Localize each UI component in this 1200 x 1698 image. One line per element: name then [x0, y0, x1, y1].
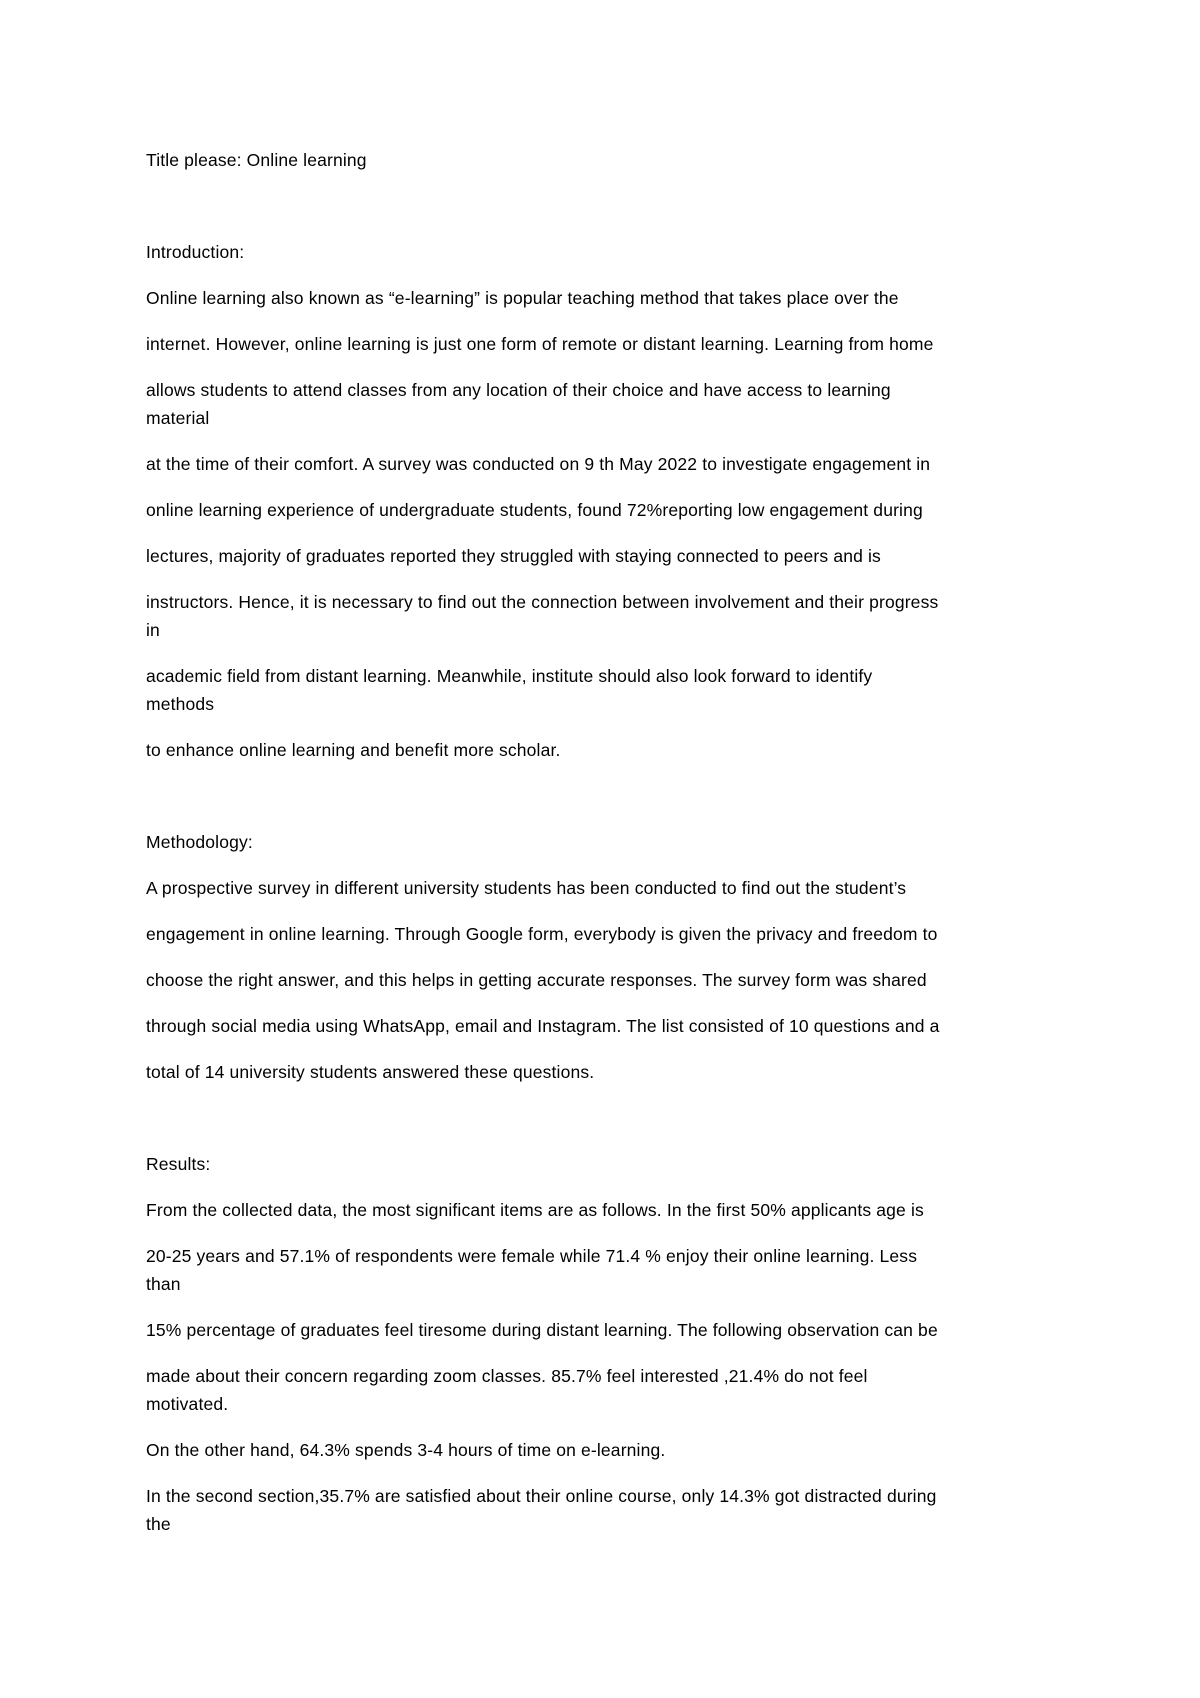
results-heading: Results: — [146, 1154, 211, 1174]
results-line: On the other hand, 64.3% spends 3-4 hours of time on e-learning. — [146, 1440, 666, 1460]
methodology-line: choose the right answer, and this helps in getting accurate responses. The survey form was shared — [146, 970, 927, 990]
methodology-line: through social media using WhatsApp, email and Instagram. The list consisted of 10 questions and a — [146, 1016, 940, 1036]
methodology-line: total of 14 university students answered these questions. — [146, 1062, 595, 1082]
introduction-line: Online learning also known as “e-learning” is popular teaching method that takes place over the — [146, 288, 899, 308]
methodology-heading: Methodology: — [146, 832, 253, 852]
results-line: made about their concern regarding zoom classes. 85.7% feel interested ,21.4% do not feel — [146, 1366, 868, 1386]
introduction-line: lectures, majority of graduates reported they struggled with staying connected to peers and is — [146, 546, 881, 566]
introduction-line: academic field from distant learning. Meanwhile, institute should also look forward to identify — [146, 666, 873, 686]
results-line: From the collected data, the most significant items are as follows. In the first 50% applicants age is — [146, 1200, 924, 1220]
introduction-line: methods — [146, 694, 215, 714]
results-line: In the second section,35.7% are satisfied about their online course, only 14.3% got distracted during — [146, 1486, 937, 1506]
results-line: than — [146, 1274, 181, 1294]
introduction-line: at the time of their comfort. A survey was conducted on 9 th May 2022 to investigate engagement in — [146, 454, 931, 474]
introduction-line: in — [146, 620, 160, 640]
introduction-line: internet. However, online learning is just one form of remote or distant learning. Learning from home — [146, 334, 934, 354]
title-line: Title please: Online learning — [146, 150, 367, 170]
introduction-line: instructors. Hence, it is necessary to find out the connection between involvement and their progress — [146, 592, 939, 612]
introduction-line: material — [146, 408, 210, 428]
introduction-line: online learning experience of undergraduate students, found 72%reporting low engagement during — [146, 500, 923, 520]
results-line: 15% percentage of graduates feel tiresome during distant learning. The following observation can be — [146, 1320, 938, 1340]
introduction-line: allows students to attend classes from any location of their choice and have access to learning — [146, 380, 891, 400]
methodology-line: A prospective survey in different university students has been conducted to find out the student’s — [146, 878, 907, 898]
introduction-line: to enhance online learning and benefit more scholar. — [146, 740, 561, 760]
results-line: the — [146, 1514, 171, 1534]
methodology-line: engagement in online learning. Through Google form, everybody is given the privacy and freedom to — [146, 924, 938, 944]
introduction-heading: Introduction: — [146, 242, 245, 262]
results-line: 20-25 years and 57.1% of respondents were female while 71.4 % enjoy their online learning. Less — [146, 1246, 918, 1266]
results-line: motivated. — [146, 1394, 229, 1414]
